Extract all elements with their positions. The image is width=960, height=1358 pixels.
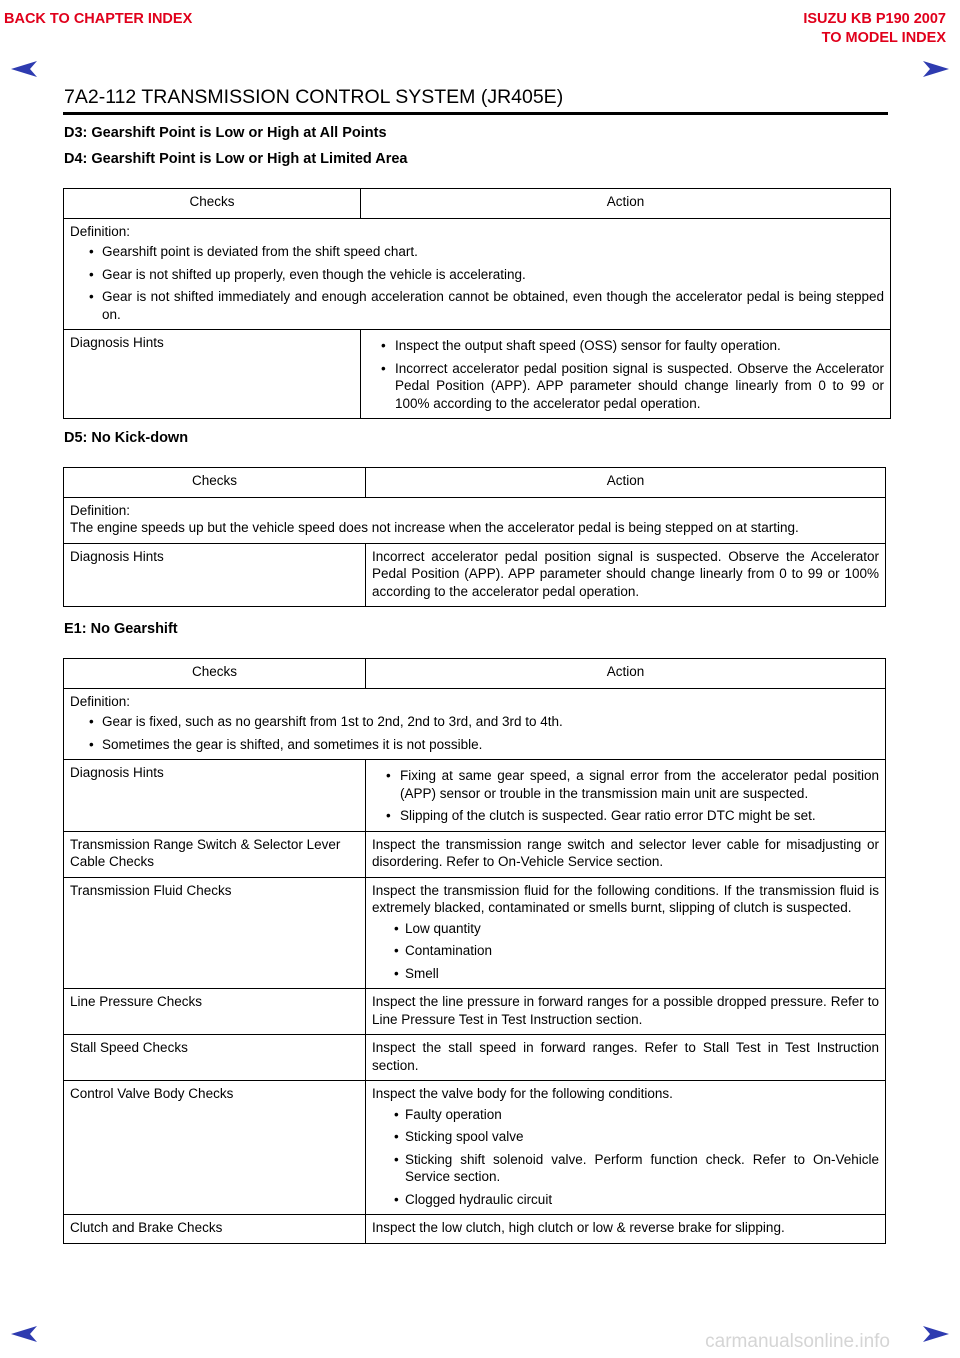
section-title-d3: D3: Gearshift Point is Low or High at All Points — [64, 125, 387, 141]
definition-label: Definition: — [70, 693, 131, 709]
table-header-row — [64, 468, 886, 498]
action-text: Inspect the valve body for the following conditions. — [372, 1086, 673, 1101]
back-to-chapter-index-link[interactable]: BACK TO CHAPTER INDEX — [4, 11, 193, 27]
list-item: • Sticking shift solenoid valve. Perform function check. Refer to On-Vehicle Service section. — [372, 1151, 879, 1186]
action-cell: Incorrect accelerator pedal position signal is suspected. Observe the Accelerator Pedal Position (APP). APP parameter should change linearly from 0 to 99 or 100% according to the accelerator pedal operation. — [366, 543, 886, 607]
check-cell: Diagnosis Hints — [64, 760, 366, 832]
action-cell: Inspect the low clutch, high clutch or low & reverse brake for slipping. — [366, 1215, 886, 1244]
definition-list — [70, 243, 884, 323]
table-row — [64, 877, 886, 989]
list-item: • Incorrect accelerator pedal position signal is suspected. Observe the Accelerator Pedal Position (APP). APP parameter should change linearly from 0 to 99 or 100% according to the accelerator pedal operation. — [367, 360, 884, 413]
list-item: • Gearshift point is deviated from the shift speed chart. — [70, 243, 884, 261]
action-list — [372, 1106, 879, 1209]
page-header: 7A2-112 TRANSMISSION CONTROL SYSTEM (JR405E) — [64, 86, 564, 108]
action-cell — [361, 330, 891, 419]
check-cell: Transmission Fluid Checks — [64, 877, 366, 989]
checks-column-header: Checks — [64, 659, 366, 689]
definition-label: Definition: — [70, 223, 131, 239]
table-header-row — [64, 189, 891, 219]
action-column-header: Action — [366, 468, 886, 498]
action-cell: Inspect the stall speed in forward ranges. Refer to Stall Test in Test Instruction section. — [366, 1035, 886, 1081]
action-text: Inspect the transmission fluid for the following conditions. If the transmission fluid is extremely blacked, contaminated or smells burnt, slipping of clutch is suspected. — [372, 882, 879, 915]
action-list — [372, 920, 879, 983]
table-row — [64, 1081, 886, 1215]
section-title-e1: E1: No Gearshift — [64, 621, 178, 637]
list-item: • Faulty operation — [372, 1106, 879, 1124]
check-cell: Diagnosis Hints — [64, 543, 366, 607]
checks-column-header: Checks — [64, 189, 361, 219]
list-item: • Gear is not shifted up properly, even though the vehicle is accelerating. — [70, 266, 884, 284]
list-item: • Inspect the output shaft speed (OSS) sensor for faulty operation. — [367, 337, 884, 355]
action-list — [372, 767, 879, 825]
d5-checks-table — [63, 467, 886, 607]
definition-cell — [64, 497, 886, 543]
list-item: • Fixing at same gear speed, a signal error from the accelerator pedal position (APP) sensor or trouble in the transmission main unit are suspected. — [372, 767, 879, 802]
header-divider — [63, 112, 888, 115]
action-cell: Inspect the line pressure in forward ranges for a possible dropped pressure. Refer to Line Pressure Test in Test Instruction section. — [366, 989, 886, 1035]
action-cell — [366, 760, 886, 832]
table-row — [64, 760, 886, 832]
action-column-header: Action — [361, 189, 891, 219]
table-row — [64, 543, 886, 607]
table-header-row — [64, 659, 886, 689]
model-title-link[interactable]: ISUZU KB P190 2007 — [803, 11, 946, 27]
check-cell: Transmission Range Switch & Selector Lever Cable Checks — [64, 831, 366, 877]
check-cell: Line Pressure Checks — [64, 989, 366, 1035]
definition-cell — [64, 688, 886, 760]
check-cell: Control Valve Body Checks — [64, 1081, 366, 1215]
list-item: • Sticking spool valve — [372, 1128, 879, 1146]
list-item: • Low quantity — [372, 920, 879, 938]
next-arrow-icon[interactable] — [922, 60, 950, 78]
definition-list — [70, 713, 879, 753]
list-item: • Smell — [372, 965, 879, 983]
table-row — [64, 1215, 886, 1244]
checks-column-header: Checks — [64, 468, 366, 498]
action-column-header: Action — [366, 659, 886, 689]
section-title-d4: D4: Gearshift Point is Low or High at Limited Area — [64, 151, 408, 167]
d4-checks-table — [63, 188, 891, 419]
definition-label: Definition: — [70, 502, 131, 518]
table-row — [64, 1035, 886, 1081]
list-item: • Contamination — [372, 942, 879, 960]
action-cell — [366, 877, 886, 989]
to-model-index-link[interactable]: TO MODEL INDEX — [821, 30, 946, 46]
list-item: • Sometimes the gear is shifted, and sometimes it is not possible. — [70, 736, 879, 754]
list-item: • Gear is fixed, such as no gearshift from 1st to 2nd, 2nd to 3rd, and 3rd to 4th. — [70, 713, 879, 731]
check-cell: Clutch and Brake Checks — [64, 1215, 366, 1244]
table-row — [64, 831, 886, 877]
definition-text: The engine speeds up but the vehicle speed does not increase when the accelerator pedal is being stepped on at starting. — [70, 520, 799, 535]
e1-checks-table — [63, 658, 886, 1244]
table-row — [64, 330, 891, 419]
action-cell — [366, 1081, 886, 1215]
prev-arrow-icon[interactable] — [10, 60, 38, 78]
definition-row — [64, 497, 886, 543]
action-cell: Inspect the transmission range switch and selector lever cable for misadjusting or disordering. Refer to On-Vehicle Service section. — [366, 831, 886, 877]
check-cell: Diagnosis Hints — [64, 330, 361, 419]
watermark: carmanualsonline.info — [705, 1331, 890, 1352]
section-title-d5: D5: No Kick-down — [64, 430, 189, 446]
definition-row — [64, 218, 891, 330]
list-item: • Gear is not shifted immediately and enough acceleration cannot be obtained, even though the accelerator pedal is being stepped on. — [70, 288, 884, 323]
list-item: • Slipping of the clutch is suspected. Gear ratio error DTC might be set. — [372, 807, 879, 825]
action-list — [367, 337, 884, 412]
next-arrow-icon[interactable] — [922, 1325, 950, 1343]
definition-cell — [64, 218, 891, 330]
prev-arrow-icon[interactable] — [10, 1325, 38, 1343]
definition-row — [64, 688, 886, 760]
check-cell: Stall Speed Checks — [64, 1035, 366, 1081]
table-row — [64, 989, 886, 1035]
list-item: • Clogged hydraulic circuit — [372, 1191, 879, 1209]
